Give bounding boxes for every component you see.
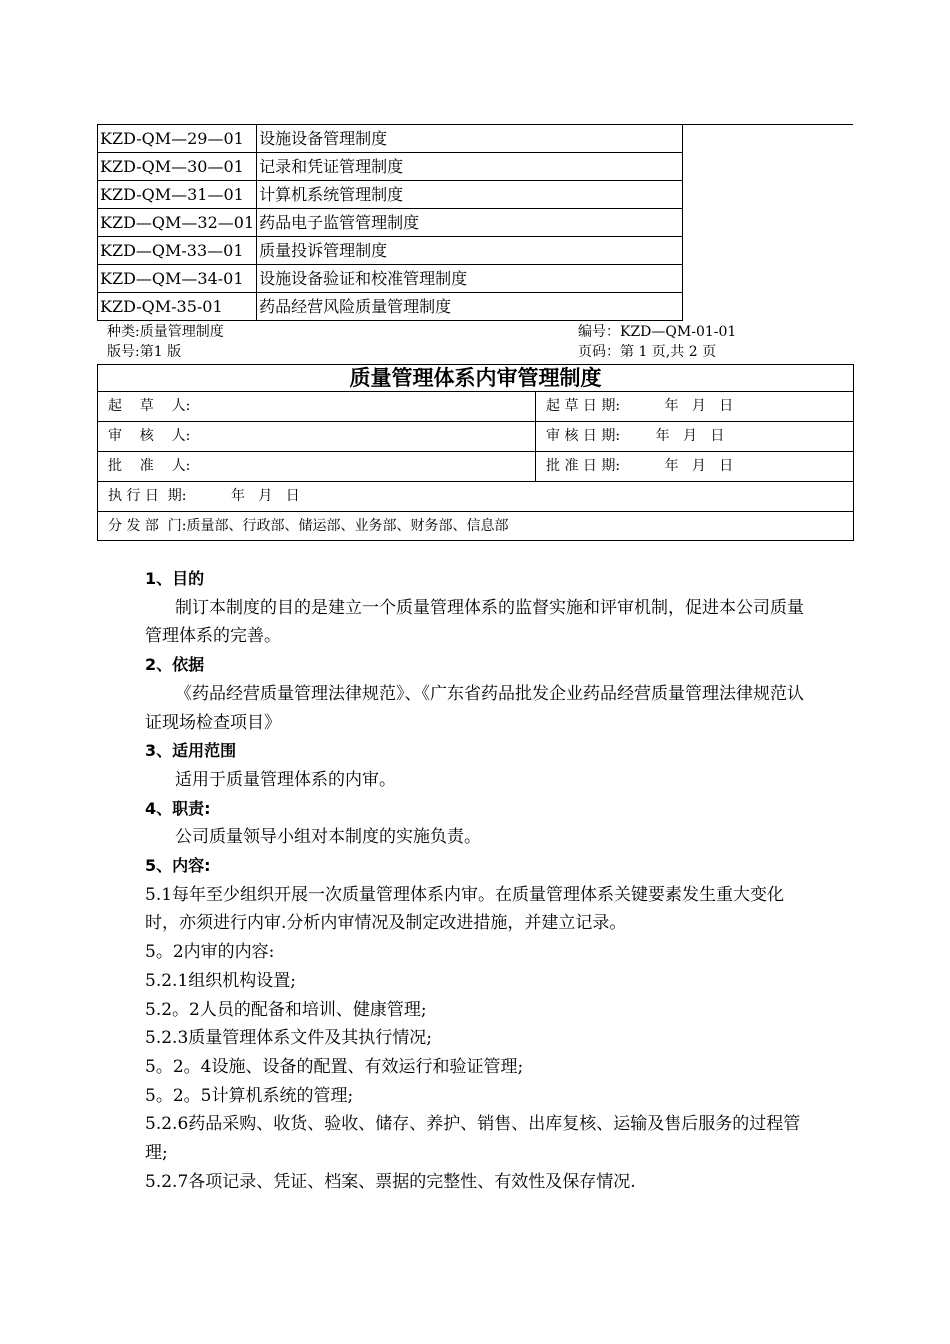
regulation-code: KZD—QM-33—01 (98, 237, 257, 265)
content-paragraph: 5.1每年至少组织开展一次质量管理体系内审。在质量管理体系关键要素发生重大变化时，亦须进行内审.分析内审情况及制定改进措施，并建立记录。 (145, 884, 785, 934)
content-paragraph: 5.2.3质量管理体系文件及其执行情况; (145, 1028, 432, 1049)
content-paragraph: 5。2。5计算机系统的管理; (145, 1085, 354, 1106)
regulation-name: 药品电子监管管理制度 (257, 209, 683, 237)
regulation-code: KZD—QM—32—01 (98, 209, 257, 237)
regulation-name: 记录和凭证管理制度 (257, 153, 683, 181)
content-paragraph: 5。2。4设施、设备的配置、有效运行和验证管理; (145, 1056, 524, 1077)
header-row (98, 452, 853, 482)
reviewer-field: 审 核 人: (98, 422, 536, 451)
regulation-code: KZD—QM—34-01 (98, 265, 257, 293)
document-title: 质量管理体系内审管理制度 (98, 365, 853, 392)
table-row (98, 293, 683, 321)
regulation-name: 计算机系统管理制度 (257, 181, 683, 209)
content-paragraph: 5.2.1组织机构设置; (145, 970, 296, 991)
table-row (98, 265, 683, 293)
drafter-field: 起 草 人: (98, 392, 536, 421)
section-title: 3、适用范围 (145, 741, 237, 761)
section-title: 5、内容: (145, 856, 211, 876)
header-row (98, 392, 853, 422)
section-title: 4、职责: (145, 798, 211, 818)
table-row (98, 181, 683, 209)
doc-version: 版号:第1 版 (107, 344, 182, 360)
regulation-code: KZD-QM-35-01 (98, 293, 257, 321)
content-paragraph: 5。2内审的内容: (145, 942, 275, 963)
table-row (98, 237, 683, 265)
regulation-name: 质量投诉管理制度 (257, 237, 683, 265)
approver-field: 批 准 人: (98, 452, 536, 481)
section-title: 1、目的 (145, 569, 205, 588)
regulation-name: 设施设备验证和校准管理制度 (257, 265, 683, 293)
distribution-field: 分 发 部 门:质量部、行政部、储运部、业务部、财务部、信息部 (108, 518, 509, 534)
regulation-name: 药品经营风险质量管理制度 (257, 293, 683, 321)
content-paragraph: 5.2.6药品采购、收货、验收、储存、养护、销售、出库复核、运输及售后服务的过程管理; (145, 1114, 801, 1164)
document-body (145, 565, 815, 1196)
approve-date-field: 批 准 日 期: 年 月 日 (546, 458, 734, 474)
execution-date-field: 执 行 日 期: 年 月 日 (108, 488, 300, 504)
section-text: 制订本制度的目的是建立一个质量管理体系的监督实施和评审机制，促进本公司质量管理体系的完善。 (145, 597, 804, 647)
section-text: 《药品经营质量管理法律规范》、《广东省药品批发企业药品经营质量管理法律规范认证现场检查项目》 (145, 683, 804, 733)
doc-page: 页码：第 1 页,共 2 页 (578, 344, 717, 360)
top-rule (683, 124, 853, 125)
draft-date-field: 起 草 日 期: 年 月 日 (546, 398, 734, 414)
table-row (98, 125, 683, 153)
content-paragraph: 5.2.7各项记录、凭证、档案、票据的完整性、有效性及保存情况. (145, 1171, 636, 1192)
regulation-code: KZD-QM—31—01 (98, 181, 257, 209)
section-text: 适用于质量管理体系的内审。 (175, 769, 396, 790)
document-header-box (97, 364, 854, 541)
regulation-code: KZD-QM—30—01 (98, 153, 257, 181)
section-text: 公司质量领导小组对本制度的实施负责。 (175, 827, 481, 848)
section-title: 2、依据 (145, 655, 205, 675)
header-row (98, 512, 853, 540)
doc-category: 种类:质量管理制度 (107, 324, 224, 340)
review-date-field: 审 核 日 期: 年 月 日 (546, 428, 725, 444)
regulation-name: 设施设备管理制度 (257, 125, 683, 153)
header-row (98, 482, 853, 512)
regulation-code: KZD-QM—29—01 (98, 125, 257, 153)
content-paragraph: 5.2。2人员的配备和培训、健康管理; (145, 999, 427, 1020)
doc-code: 编号：KZD—QM-01-01 (578, 324, 737, 340)
regulation-list-table (97, 124, 683, 321)
table-row (98, 153, 683, 181)
header-row (98, 422, 853, 452)
table-row (98, 209, 683, 237)
